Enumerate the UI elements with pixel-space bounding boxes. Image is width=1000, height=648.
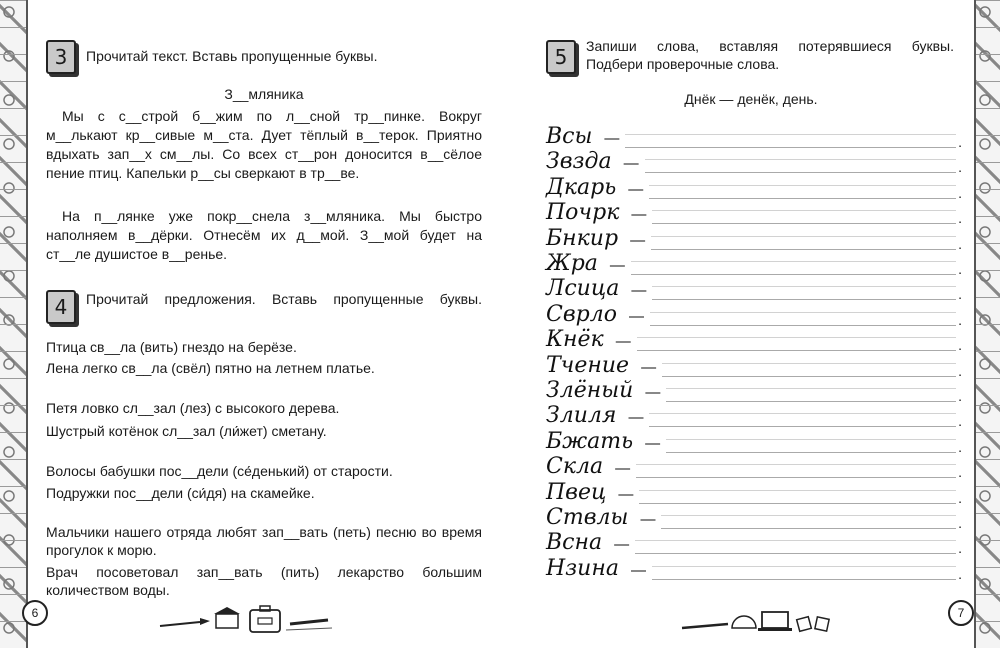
word-row-6 — [546, 251, 962, 279]
dash-mark: — — [630, 231, 646, 249]
word-row-16 — [546, 505, 962, 533]
cursive-word-text: Бнкир — [546, 225, 619, 251]
line-end-dot: . — [958, 210, 962, 227]
left-page — [28, 0, 490, 648]
task-5-example: Днёк — денёк, день. — [684, 91, 818, 107]
cursive-word-text: Злёный — [546, 378, 634, 403]
cursive-word — [546, 530, 635, 558]
word-row-4 — [546, 200, 962, 228]
cursive-word — [546, 302, 650, 330]
line-end-dot: . — [958, 184, 962, 201]
dash-mark: — — [631, 282, 647, 300]
word-row-17 — [546, 530, 962, 558]
line-end-dot: . — [958, 464, 962, 481]
line-end-dot: . — [958, 438, 962, 455]
word-row-18 — [546, 555, 962, 584]
word-row-14 — [546, 454, 962, 482]
left-decorative-border — [0, 0, 28, 648]
cursive-word — [546, 505, 661, 533]
task-3-paragraph-1: Мы с с__строй б__жим по л__сной тр__пинке. Вокруг м__лькают кр__сивые м__ста. Дует тёплый в__терок. Приятно вдыхать зап__х см__лы. Со всех ст__рон доносится в__сёлое пение птиц. Капельки р__сы сверкают в тр__ве. — [46, 108, 482, 181]
right-page — [510, 0, 972, 648]
right-decorative-border — [974, 0, 1000, 648]
cursive-word-text: Жра — [546, 251, 598, 276]
cursive-word-text: Скла — [546, 454, 604, 480]
cursive-word-text: Всы — [546, 124, 593, 149]
cursive-word — [546, 480, 639, 508]
cursive-word — [546, 353, 662, 381]
word-row-15 — [546, 479, 962, 508]
line-end-dot: . — [958, 261, 962, 277]
cursive-word — [546, 124, 625, 152]
cursive-word — [546, 149, 645, 177]
line-end-dot: . — [958, 540, 962, 557]
task-4-sentence-6: Подружки пос__дели (си́дя) на скамейке. — [46, 485, 315, 501]
task-4-sentence-1: Птица св__ла (вить) гнездо на берёзе. — [46, 339, 297, 355]
dash-mark: — — [618, 485, 634, 503]
cursive-word — [546, 556, 652, 584]
dash-mark: — — [623, 155, 639, 173]
dash-mark: — — [604, 130, 620, 147]
page-number-right: 7 — [948, 600, 974, 626]
cursive-word — [546, 378, 666, 406]
dash-mark: — — [628, 180, 644, 198]
word-row-13 — [546, 428, 962, 457]
dash-mark: — — [609, 257, 625, 274]
word-row-10 — [546, 352, 962, 381]
page-number-left: 6 — [22, 600, 48, 626]
word-row-11 — [546, 378, 962, 406]
cursive-word — [546, 251, 631, 279]
task-4-sentence-7: Мальчики нашего отряда любят зап__вать (петь) песню во время прогулок к морю. — [46, 524, 482, 558]
school-supplies-illustration-right — [678, 604, 838, 634]
line-end-dot: . — [958, 565, 962, 582]
cursive-word-text: Кнёк — [546, 327, 604, 353]
line-end-dot: . — [958, 413, 962, 430]
cursive-word — [546, 454, 636, 482]
task-3-paragraph-2: На п__лянке уже покр__снела з__мляника. Мы быстро наполняем в__дёрки. Отнесём их д__мой. З__мой будет на ст__ле душистое в__ренье. — [46, 208, 482, 262]
line-end-dot: . — [958, 286, 962, 303]
word-row-5 — [546, 225, 962, 254]
dash-mark: — — [615, 460, 631, 478]
task-4-sentence-4: Шустрый котёнок сл__зал (ли́жет) сметану. — [46, 423, 327, 439]
dash-mark: — — [641, 358, 657, 376]
cursive-word-text: Злиля — [546, 403, 617, 429]
cursive-word — [546, 403, 649, 431]
word-row-9 — [546, 327, 962, 355]
task-3-title: Прочитай текст. Вставь пропущенные буквы. — [86, 48, 378, 64]
line-end-dot: . — [958, 489, 962, 506]
dash-mark: — — [614, 536, 630, 554]
cursive-word-text: Лсица — [546, 276, 620, 302]
cursive-word-text: Бжать — [546, 428, 634, 454]
task-4-sentence-2: Лена легко св__ла (свёл) пятно на летнем платье. — [46, 360, 375, 376]
dash-mark: — — [631, 206, 647, 224]
dash-mark: — — [615, 333, 631, 351]
word-row-12 — [546, 403, 962, 431]
cursive-word — [546, 429, 666, 457]
word-row-8 — [546, 301, 962, 330]
cursive-word-text: Ствлы — [546, 505, 629, 530]
dash-mark: — — [645, 434, 661, 452]
school-supplies-illustration-left — [156, 604, 336, 634]
line-end-dot: . — [958, 337, 962, 354]
task-5-title-line-1: Запиши слова, вставляя потерявшиеся буквы. — [586, 38, 954, 54]
cursive-word-text: Тчение — [546, 352, 630, 378]
cursive-word-text: Дкарь — [546, 174, 617, 200]
line-end-dot: . — [958, 134, 962, 150]
dash-mark: — — [628, 409, 644, 427]
task-4-sentence-8: Врач посоветовал зап__вать (пить) лекарство большим количеством воды. — [46, 564, 482, 598]
cursive-word-text: Нзина — [546, 555, 619, 581]
dash-mark: — — [640, 511, 656, 528]
line-end-dot: . — [958, 362, 962, 379]
task-3-heading: З__мляника — [224, 86, 304, 102]
cursive-word-text: Звзда — [546, 149, 612, 175]
cursive-word — [546, 327, 637, 355]
cursive-word — [546, 226, 651, 254]
task-4-sentence-3: Петя ловко сл__зал (лез) с высокого дерева. — [46, 400, 340, 416]
task-4-number-badge: 4 — [46, 290, 76, 324]
word-row-7 — [546, 276, 962, 304]
cursive-word — [546, 200, 652, 228]
dash-mark: — — [630, 561, 646, 579]
word-row-1 — [546, 124, 962, 152]
task-3-number-badge: 3 — [46, 40, 76, 74]
line-end-dot: . — [958, 388, 962, 404]
task-4-title: Прочитай предложения. Вставь пропущенные буквы. — [86, 291, 482, 307]
cursive-word — [546, 276, 652, 304]
dash-mark: — — [628, 307, 644, 325]
cursive-word-text: Всна — [546, 530, 603, 556]
task-5-title-line-2: Подбери проверочные слова. — [586, 56, 780, 72]
line-end-dot: . — [958, 235, 962, 252]
line-end-dot: . — [958, 159, 962, 176]
word-row-2 — [546, 149, 962, 177]
word-row-3 — [546, 174, 962, 203]
line-end-dot: . — [958, 515, 962, 531]
line-end-dot: . — [958, 311, 962, 328]
cursive-word-text: Пвец — [546, 479, 607, 505]
cursive-word-text: Почрк — [546, 200, 620, 226]
task-4-sentence-5: Волосы бабушки пос__дели (се́денький) от старости. — [46, 463, 393, 479]
cursive-word-text: Сврло — [546, 301, 617, 327]
task-5-number-badge: 5 — [546, 40, 576, 74]
dash-mark: — — [645, 384, 661, 401]
cursive-word — [546, 175, 649, 203]
